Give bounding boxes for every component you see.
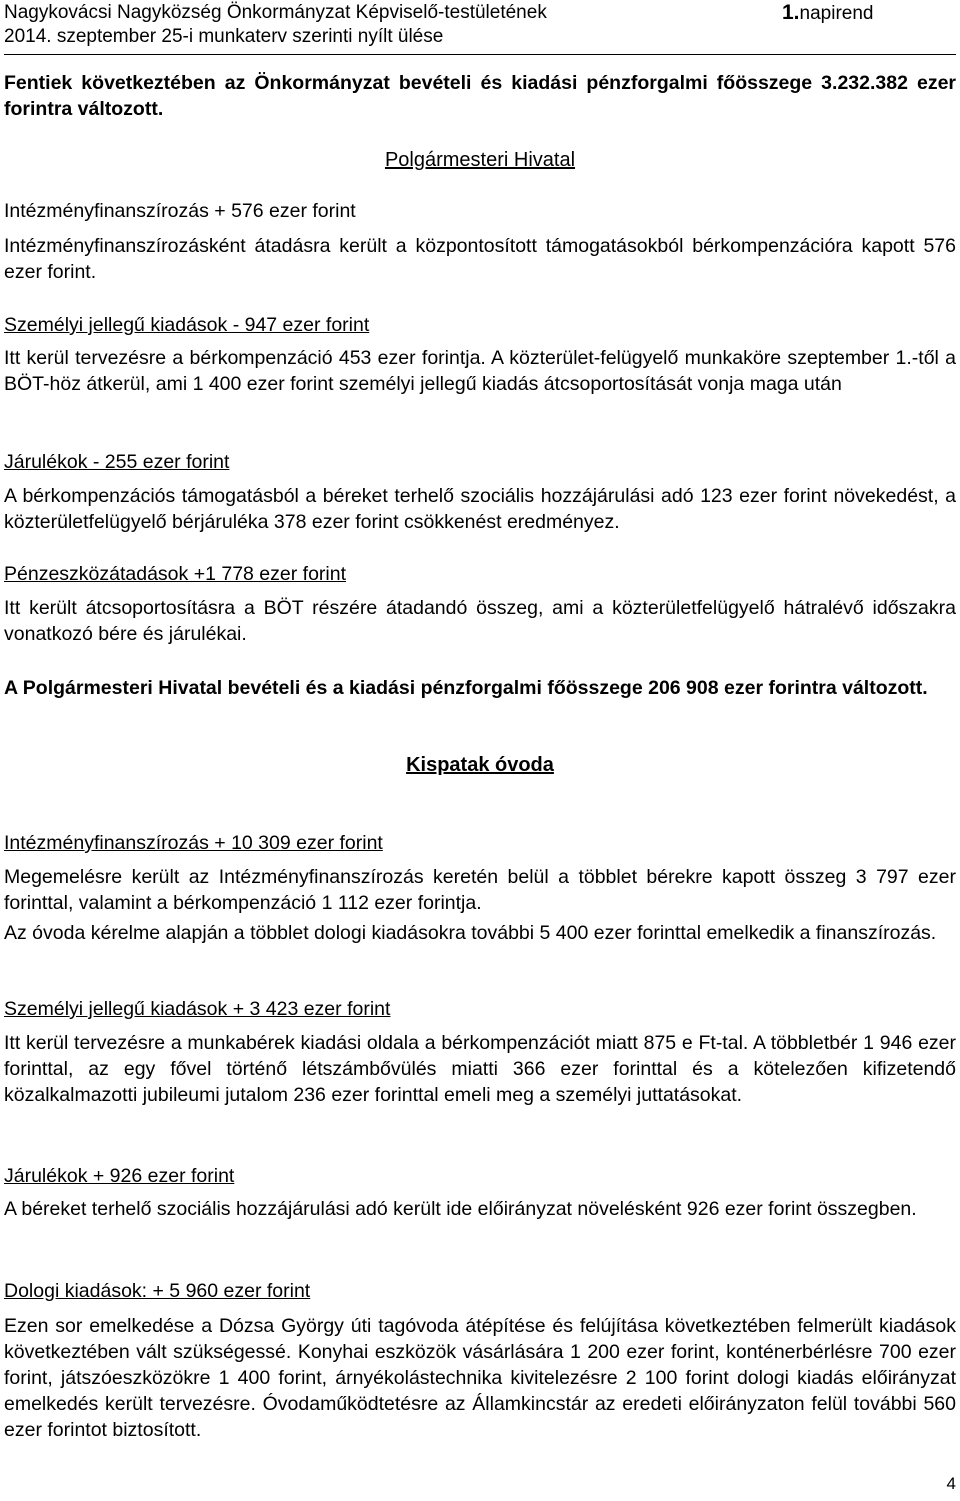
header-council-name: Nagykovácsi Nagyközség Önkormányzat Képviselő-testületének bbox=[4, 2, 547, 23]
s1-heading-personnel: Személyi jellegű kiadások - 947 ezer forint bbox=[4, 314, 370, 336]
s2-heading-contributions: Járulékok + 926 ezer forint bbox=[4, 1165, 235, 1187]
page-header bbox=[4, 0, 956, 52]
s1-paragraph-transfers: Itt került átcsoportosításra a BÖT részére átadandó összeg, ami a közterületfelügyelő hátralévő időszakra vonatkozó bére és járulékai. bbox=[4, 597, 956, 645]
s1-paragraph-contributions: A bérkompenzációs támogatásból a béreket terhelő szociális hozzájárulási adó 123 ezer forint növekedést, a közterületfelügyelő bérjáruléka 378 ezer forint csökkenést eredményez. bbox=[4, 485, 956, 533]
agenda-number: 1. bbox=[782, 1, 800, 24]
s1-summary: A Polgármesteri Hivatal bevételi és a kiadási pénzforgalmi főösszege 206 908 ezer forintra változott. bbox=[4, 677, 928, 699]
s2-heading-material: Dologi kiadások: + 5 960 ezer forint bbox=[4, 1280, 311, 1302]
page-number: 4 bbox=[946, 1474, 956, 1493]
s2-paragraph-material: Ezen sor emelkedése a Dózsa György úti tagóvoda átépítése és felújítása következtében felmerült kiadások következtében vált szükségessé. Konyhai eszközök vásárlására 1 200 ezer forint, konténerbérlésre 700 ezer forint, játszóeszközökre 1 400 forint, árnyékolástechnika kivitelezésre 2 100 forint dologi kiadás előirányzat emelkedés került tervezésre. Óvodaműködtetésre az Államkincstár az eredeti előirányzaton felül további 560 ezer forintot biztosított. bbox=[4, 1315, 956, 1441]
s2-heading-financing: Intézményfinanszírozás + 10 309 ezer forint bbox=[4, 832, 383, 854]
s1-paragraph-personnel: Itt kerül tervezésre a bérkompenzáció 453 ezer forintja. A közterület-felügyelő munkaköre szeptember 1.-től a BÖT-höz átkerül, ami 1 400 ezer forint személyi jellegű kiadás átcsoportosítását vonja maga után bbox=[4, 347, 956, 395]
document-page bbox=[4, 0, 956, 1493]
s2-paragraph-contributions: A béreket terhelő szociális hozzájárulási adó került ide előirányzat növelésként 926 ezer forint összegben. bbox=[4, 1198, 917, 1220]
s1-heading-transfers: Pénzeszközátadások +1 778 ezer forint bbox=[4, 563, 347, 585]
header-session-info: 2014. szeptember 25-i munkaterv szerinti nyílt ülése bbox=[4, 26, 444, 47]
section-title-mayors-office: Polgármesteri Hivatal bbox=[384, 149, 576, 171]
s2-paragraph-financing-a: Megemelésre került az Intézményfinanszírozás keretén belül a többlet bérekre kapott összeg 3 797 ezer forinttal, valamint a bérkompenzáció 1 112 ezer forintja. bbox=[4, 866, 956, 914]
s2-heading-personnel: Személyi jellegű kiadások + 3 423 ezer forint bbox=[4, 998, 391, 1020]
s1-heading-contributions: Járulékok - 255 ezer forint bbox=[4, 451, 230, 473]
s2-paragraph-personnel: Itt kerül tervezésre a munkabérek kiadási oldala a bérkompenzációt miatt 875 e Ft-tal. A többletbér 1 946 ezer forinttal, az egy fővel történő létszámbővülés miatti 366 ezer forinttal és a kötelezően kifizetendő közalkalmazotti jubileumi jutalom 236 ezer forinttal emeli meg a személyi juttatásokat. bbox=[4, 1032, 956, 1106]
s1-paragraph-financing: Intézményfinanszírozásként átadásra került a központosított támogatásokból bérkompenzációra kapott 576 ezer forint. bbox=[4, 235, 956, 283]
s2-paragraph-financing-b: Az óvoda kérelme alapján a többlet dologi kiadásokra további 5 400 ezer forinttal emelkedik a finanszírozás. bbox=[4, 922, 937, 944]
agenda-label: napirend bbox=[799, 3, 874, 24]
header-agenda-item bbox=[782, 1, 873, 25]
intro-paragraph: Fentiek következtében az Önkormányzat bevételi és kiadási pénzforgalmi főösszege 3.232.382 ezer forintra változott. bbox=[4, 72, 956, 120]
section-title-kindergarten: Kispatak óvoda bbox=[406, 754, 554, 776]
header-rule bbox=[4, 54, 956, 55]
s1-heading-financing: Intézményfinanszírozás + 576 ezer forint bbox=[4, 200, 356, 222]
